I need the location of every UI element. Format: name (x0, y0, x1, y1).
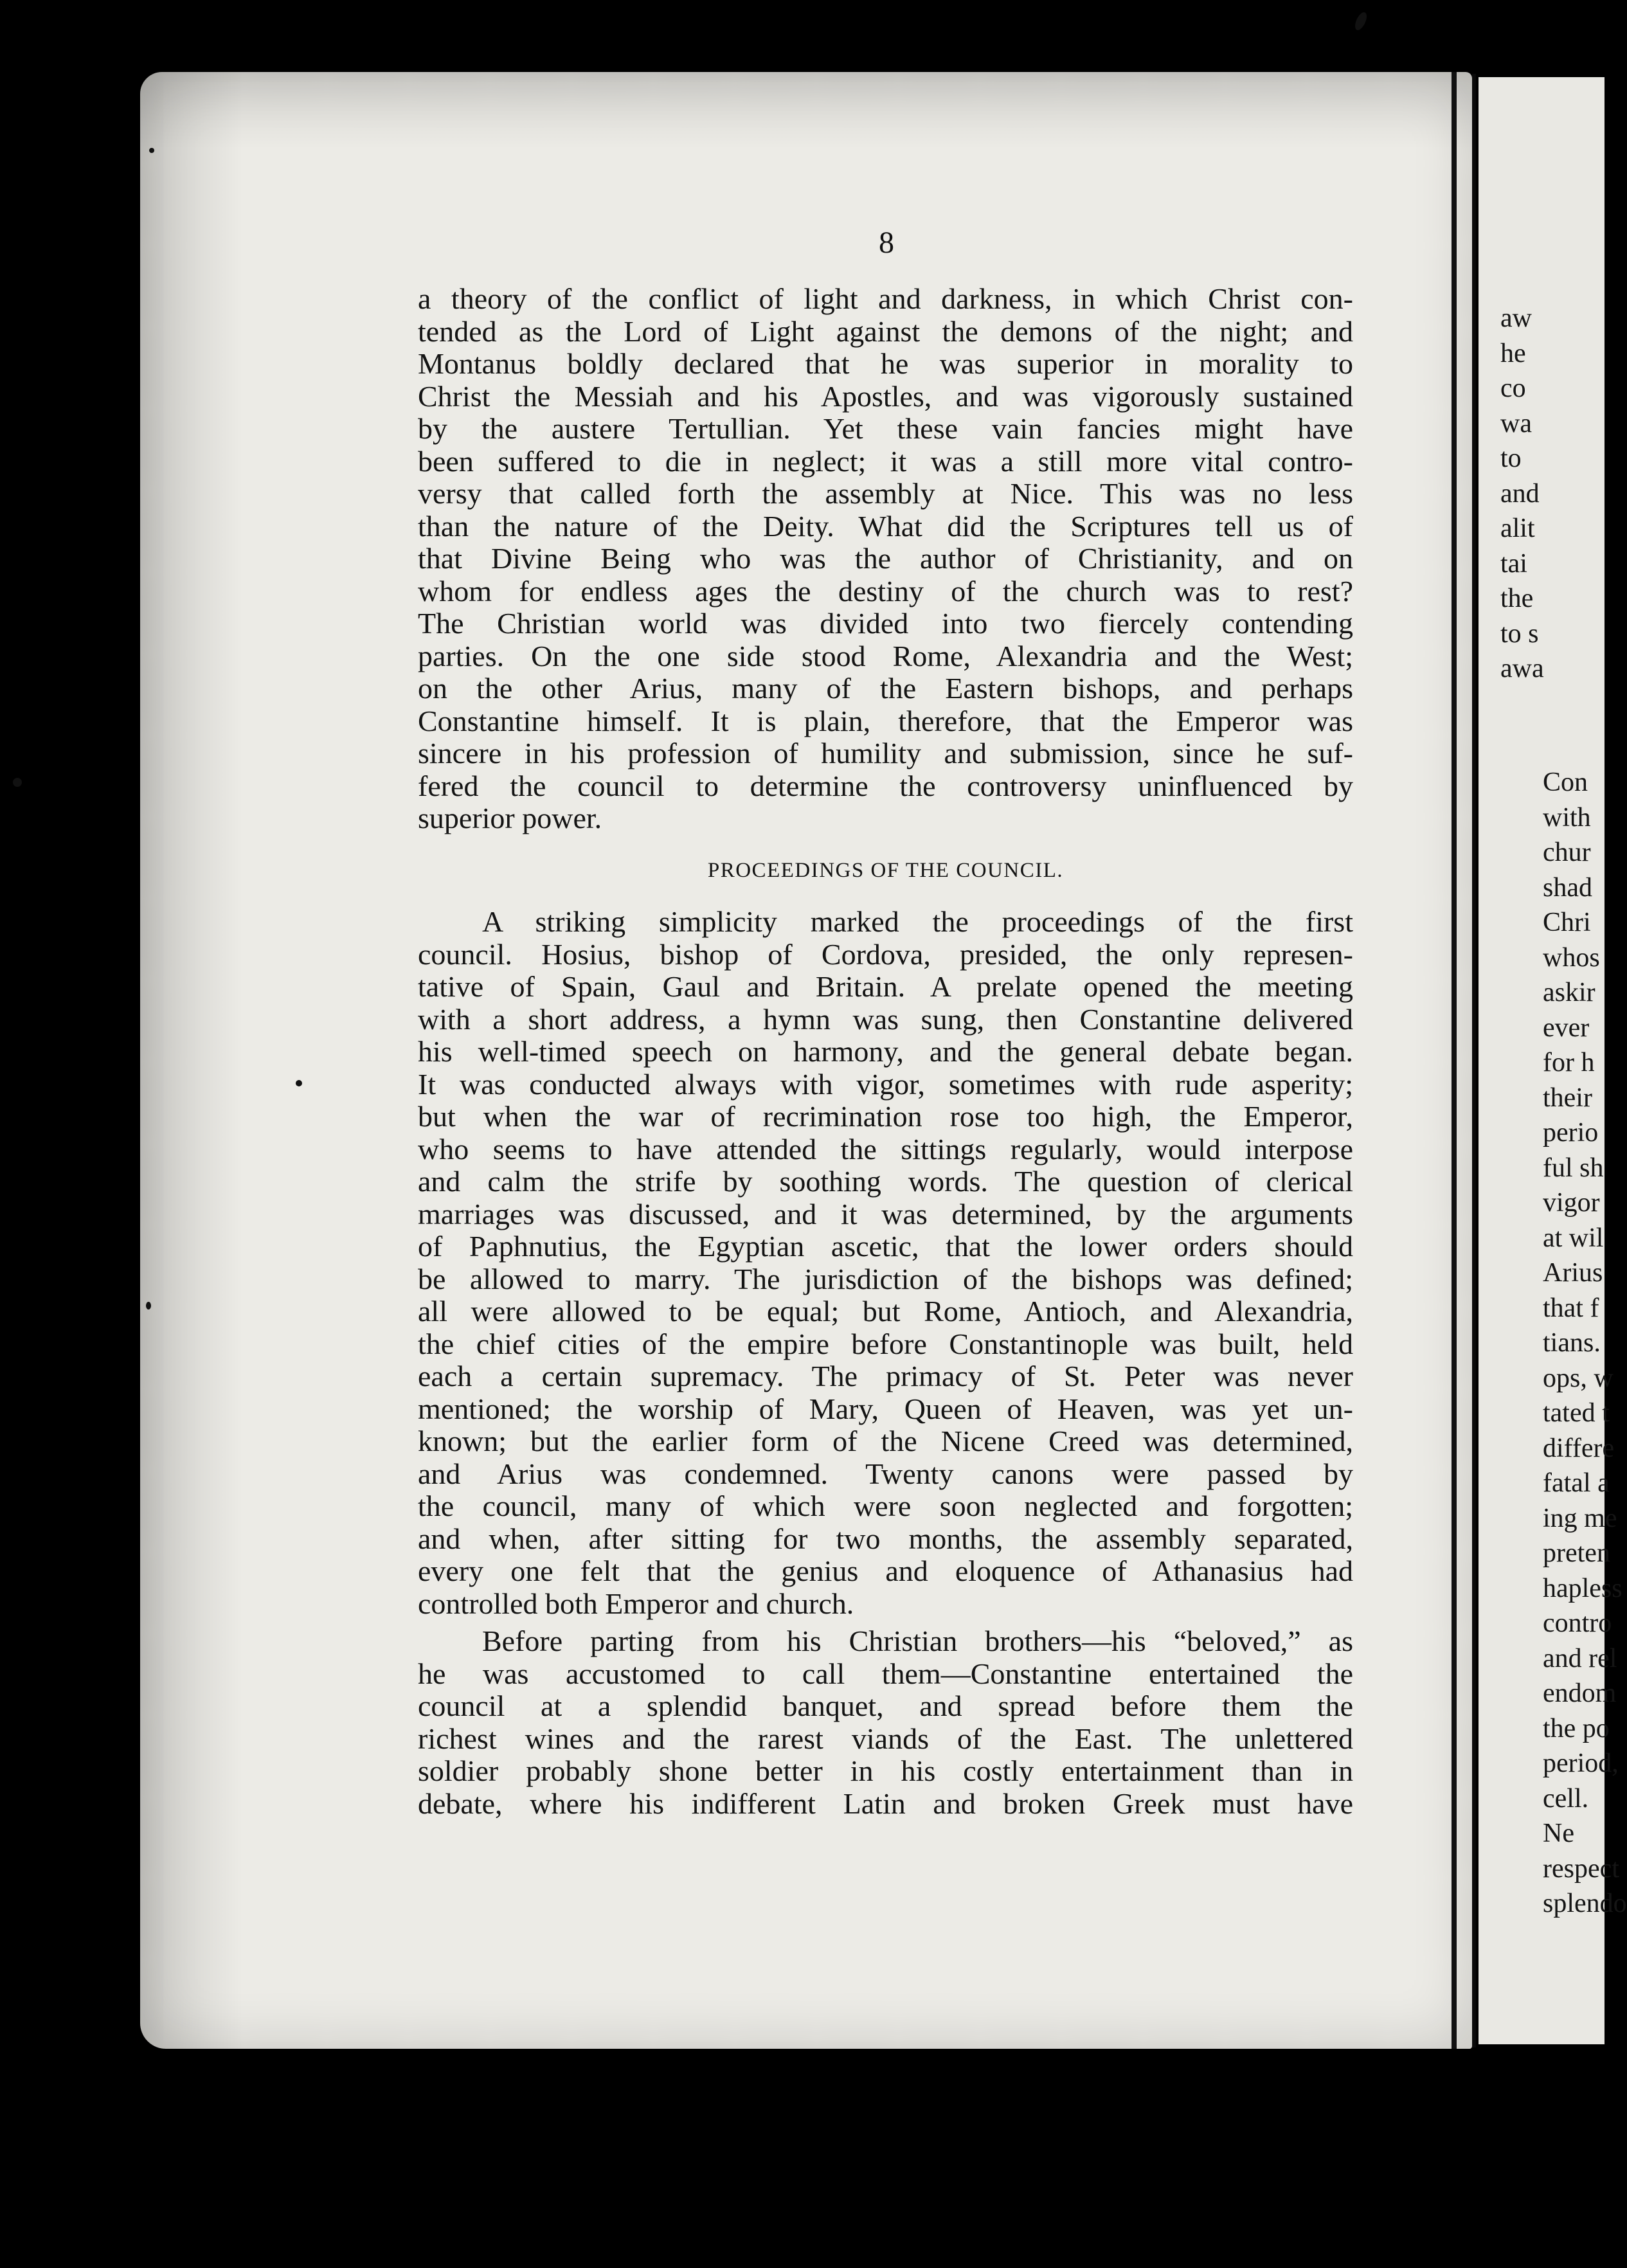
text-line: the council, many of which were soon neglected and forgotten; (418, 1490, 1353, 1522)
facing-text-line: perio (1543, 1118, 1599, 1148)
text-line: tended as the Lord of Light against the demons of the night; and (418, 314, 1353, 348)
text-line: parties. On the one side stood Rome, Alexandria and the West; (418, 639, 1353, 672)
facing-text-line: co (1500, 374, 1526, 403)
text-line: sincere in his profession of humility and submission, since he suf- (418, 737, 1353, 770)
text-line: with a short address, a hymn was sung, then Constantine delivered (418, 1002, 1353, 1036)
scan-speck (1353, 10, 1369, 32)
facing-text-line: awa (1500, 654, 1544, 683)
paragraph-1 (418, 283, 1353, 835)
text-line: each a certain supremacy. The primacy of St. Peter was never (418, 1360, 1353, 1392)
facing-text-line: aw (1500, 303, 1532, 333)
text-line: by the austere Tertullian. Yet these vain fancies might have (418, 412, 1353, 445)
facing-text-line: ever (1543, 1013, 1590, 1043)
facing-text-line: to s (1500, 618, 1539, 649)
scan-speck (146, 1302, 151, 1310)
text-line: of Paphnutius, the Egyptian ascetic, that the lower orders should (418, 1230, 1353, 1263)
facing-text-line: whos (1543, 942, 1600, 973)
facing-text-line: respect (1543, 1853, 1619, 1884)
text-line: that Divine Being who was the author of Christianity, and on (418, 542, 1353, 575)
text-line: Constantine himself. It is plain, therefore, that the Emperor was (418, 704, 1353, 737)
text-line: whom for endless ages the destiny of the church was to rest? (418, 574, 1353, 608)
facing-text-line: and rel (1543, 1643, 1617, 1673)
text-line: Christ the Messiah and his Apostles, and was vigorously sustained (418, 379, 1353, 413)
text-line: debate, where his indifferent Latin and broken Greek must have (418, 1787, 1353, 1820)
facing-text-line: wa (1500, 408, 1532, 438)
facing-text-line: cell. (1543, 1783, 1589, 1814)
text-line: on the other Arius, many of the Eastern bishops, and perhaps (418, 672, 1353, 705)
text-line: be allowed to marry. The jurisdiction of the bishops was defined; (418, 1262, 1353, 1295)
body-text (418, 283, 1353, 1820)
facing-text-line: splendo (1543, 1889, 1627, 1918)
text-line: fered the council to determine the controversy uninfluenced by (418, 769, 1353, 802)
facing-text-line: ing me (1543, 1503, 1617, 1533)
facing-text-line: chur (1543, 838, 1591, 867)
facing-text-line: the (1500, 584, 1534, 613)
facing-text-line: hapless (1543, 1573, 1623, 1603)
text-line: known; but the earlier form of the Nicene Creed was determined, (418, 1425, 1353, 1457)
facing-text-line: that f (1543, 1293, 1599, 1323)
facing-text-line: the po (1543, 1713, 1610, 1743)
text-line: and calm the strife by soothing words. The question of clerical (418, 1165, 1353, 1198)
text-line: mentioned; the worship of Mary, Queen of Heaven, was yet un- (418, 1392, 1353, 1425)
text-line: his well-timed speech on harmony, and the general debate began. (418, 1035, 1353, 1068)
text-line: council at a splendid banquet, and spread before them the (418, 1689, 1353, 1722)
text-line: The Christian world was divided into two fiercely contending (418, 607, 1353, 640)
facing-text-line: their (1543, 1083, 1592, 1113)
text-line: Montanus boldly declared that he was superior in morality to (418, 347, 1353, 380)
text-line: tative of Spain, Gaul and Britain. A prelate opened the meeting (418, 970, 1353, 1003)
text-line: superior power. (418, 802, 602, 834)
facing-text-line: shad (1543, 872, 1592, 903)
facing-text-line: vigor (1543, 1188, 1600, 1218)
facing-text-line: endom (1543, 1679, 1617, 1708)
text-line: Before parting from his Christian brothers—his “beloved,” as (482, 1625, 1353, 1657)
facing-text-line: tated t (1543, 1398, 1610, 1428)
text-line: marriages was discussed, and it was determined, by the arguments (418, 1197, 1353, 1230)
facing-text-line: Arius (1543, 1258, 1603, 1288)
facing-text-line: to (1500, 444, 1522, 473)
page-edge-line (1452, 72, 1457, 2049)
text-line: controlled both Emperor and church. (418, 1587, 854, 1620)
facing-text-line: tians. (1543, 1328, 1601, 1358)
text-line: the chief cities of the empire before Constantinople was built, held (418, 1327, 1353, 1360)
facing-page-text-top (1500, 301, 1605, 687)
text-line: a theory of the conflict of light and darkness, in which Christ con- (418, 282, 1353, 315)
facing-text-line: contro (1543, 1608, 1612, 1638)
facing-text-line: at wil (1543, 1223, 1604, 1253)
text-line: soldier probably shone better in his costly entertainment than in (418, 1754, 1353, 1787)
text-line: council. Hosius, bishop of Cordova, presided, the only represen- (418, 937, 1353, 971)
paragraph-2 (418, 906, 1353, 1620)
text-line: and when, after sitting for two months, the assembly separated, (418, 1522, 1353, 1555)
text-line: he was accustomed to call them—Constantine entertained the (418, 1657, 1353, 1690)
text-line: versy that called forth the assembly at Nice. This was no less (418, 477, 1353, 510)
paragraph-3 (418, 1625, 1353, 1820)
text-line: all were allowed to be equal; but Rome, Antioch, and Alexandria, (418, 1295, 1353, 1328)
facing-page-text-bottom (1543, 765, 1627, 1922)
facing-text-line: and (1500, 478, 1540, 509)
facing-text-line: Ne (1543, 1819, 1574, 1848)
facing-text-line: differe (1543, 1433, 1615, 1463)
facing-text-line: Chri (1543, 908, 1591, 937)
facing-text-line: he (1500, 338, 1526, 368)
facing-text-line: for h (1543, 1048, 1595, 1077)
text-line: but when the war of recrimination rose too high, the Emperor, (418, 1100, 1353, 1133)
facing-text-line: askir (1543, 978, 1596, 1007)
text-line: been suffered to die in neglect; it was a still more vital contro- (418, 444, 1353, 478)
text-line: richest wines and the rarest viands of the East. The unlettered (418, 1722, 1353, 1755)
section-heading: PROCEEDINGS OF THE COUNCIL. (707, 858, 1064, 882)
text-line: than the nature of the Deity. What did the Scriptures tell us of (418, 509, 1353, 543)
facing-text-line: ops, w (1543, 1363, 1614, 1393)
facing-page-edge (1472, 74, 1476, 2048)
text-line: A striking simplicity marked the proceedings of the first (482, 905, 1353, 938)
text-line: every one felt that the genius and eloquence of Athanasius had (418, 1554, 1353, 1587)
facing-text-line: alit (1500, 514, 1535, 543)
text-line: and Arius was condemned. Twenty canons were passed by (418, 1457, 1353, 1490)
facing-text-line: fatal a (1543, 1468, 1610, 1498)
facing-text-line: preten (1543, 1538, 1610, 1568)
facing-text-line: Con (1543, 768, 1588, 797)
facing-text-line: with (1543, 802, 1591, 833)
facing-text-line: period, (1543, 1749, 1619, 1778)
facing-text-line: ful sh (1543, 1153, 1604, 1183)
page-number: 8 (879, 226, 894, 260)
text-line: It was conducted always with vigor, sometimes with rude asperity; (418, 1067, 1353, 1101)
scan-speck (296, 1080, 302, 1086)
facing-text-line: tai (1500, 548, 1527, 579)
scan-speck (149, 148, 154, 153)
text-line: who seems to have attended the sittings regularly, would interpose (418, 1132, 1353, 1166)
scan-speck (13, 778, 22, 787)
